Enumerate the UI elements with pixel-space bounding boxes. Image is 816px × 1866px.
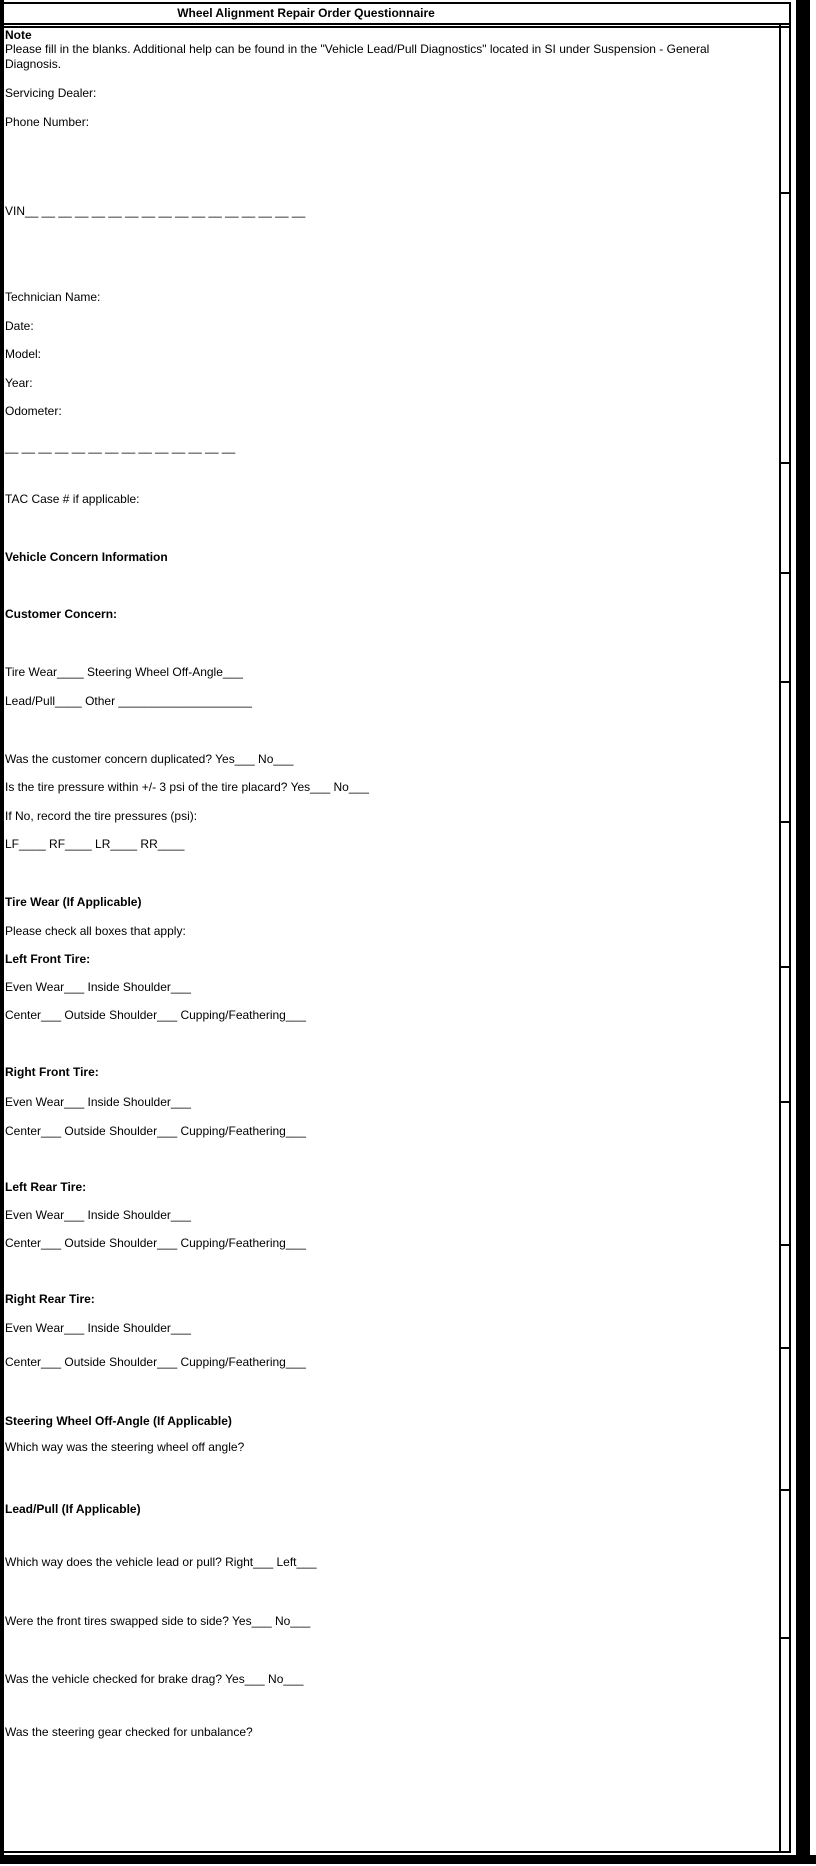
section-header-vehicle-concern: Vehicle Concern Information <box>5 550 168 564</box>
subheader-right-rear-tire: Right Rear Tire: <box>5 1292 95 1306</box>
field-phone-number: Phone Number: <box>5 115 90 129</box>
question-steering-off-angle: Which way was the steering wheel off angle? <box>5 1440 245 1454</box>
field-year: Year: <box>5 376 33 390</box>
section-divider-tick <box>779 1347 791 1349</box>
question-steering-gear-unbalance: Was the steering gear checked for unbalance? <box>5 1725 253 1739</box>
question-brake-drag: Was the vehicle checked for brake drag? Yes___ No___ <box>5 1672 304 1686</box>
field-servicing-dealer: Servicing Dealer: <box>5 86 97 100</box>
odometer-blank-line: __ __ __ __ __ __ __ __ __ __ __ __ __ __ <box>5 440 236 454</box>
section-divider-tick <box>779 1244 791 1246</box>
left-border-bar <box>0 0 4 1855</box>
note-text-line2: Diagnosis. <box>5 57 62 71</box>
left-front-center-line: Center___ Outside Shoulder___ Cupping/Feathering___ <box>5 1008 306 1022</box>
gutter-right-border <box>789 2 791 1853</box>
right-rear-center-line: Center___ Outside Shoulder___ Cupping/Feathering___ <box>5 1355 306 1369</box>
field-vin: VIN__ __ __ __ __ __ __ __ __ __ __ __ __ __ __ __ __ <box>5 204 306 218</box>
field-date: Date: <box>5 319 34 333</box>
question-lead-pull-direction: Which way does the vehicle lead or pull? Right___ Left___ <box>5 1555 317 1569</box>
section-divider-tick <box>779 821 791 823</box>
section-divider-tick <box>779 192 791 194</box>
section-header-lead-pull: Lead/Pull (If Applicable) <box>5 1502 141 1516</box>
note-text-line1: Please fill in the blanks. Additional help can be found in the "Vehicle Lead/Pull Diagnostics" located in SI under Suspension - General <box>5 42 710 56</box>
field-model: Model: <box>5 347 42 361</box>
concern-lead-pull-line: Lead/Pull____ Other ____________________ <box>5 694 252 708</box>
note-heading: Note <box>5 28 32 42</box>
content-bottom-border <box>0 1851 791 1853</box>
question-tires-swapped: Were the front tires swapped side to side? Yes___ No___ <box>5 1614 311 1628</box>
field-technician-name: Technician Name: <box>5 290 101 304</box>
instruction-record-pressures: If No, record the tire pressures (psi): <box>5 809 198 823</box>
subheader-left-front-tire: Left Front Tire: <box>5 952 91 966</box>
field-odometer: Odometer: <box>5 404 62 418</box>
section-header-customer-concern: Customer Concern: <box>5 607 118 621</box>
concern-tire-wear-line: Tire Wear____ Steering Wheel Off-Angle___ <box>5 665 243 679</box>
content-right-border <box>779 2 781 1853</box>
section-divider-tick <box>779 1637 791 1639</box>
question-tire-pressure: Is the tire pressure within +/- 3 psi of the tire placard? Yes___ No___ <box>5 780 369 794</box>
section-divider-tick <box>779 462 791 464</box>
question-concern-duplicated: Was the customer concern duplicated? Yes___ No___ <box>5 752 294 766</box>
left-rear-center-line: Center___ Outside Shoulder___ Cupping/Feathering___ <box>5 1236 306 1250</box>
bottom-scan-edge-bar <box>0 1855 816 1864</box>
page-title: Wheel Alignment Repair Order Questionnaire <box>177 6 435 20</box>
title-bar <box>2 2 791 25</box>
section-divider-tick <box>779 681 791 683</box>
subheader-right-front-tire: Right Front Tire: <box>5 1065 99 1079</box>
section-divider-tick <box>779 1101 791 1103</box>
section-header-tire-wear: Tire Wear (If Applicable) <box>5 895 142 909</box>
left-rear-even-wear-line: Even Wear___ Inside Shoulder___ <box>5 1208 191 1222</box>
section-divider-tick <box>779 966 791 968</box>
pressure-blank-line: LF____ RF____ LR____ RR____ <box>5 837 185 851</box>
right-front-center-line: Center___ Outside Shoulder___ Cupping/Feathering___ <box>5 1124 306 1138</box>
right-rear-even-wear-line: Even Wear___ Inside Shoulder___ <box>5 1321 191 1335</box>
content-top-border <box>0 26 791 28</box>
instruction-check-boxes: Please check all boxes that apply: <box>5 924 186 938</box>
section-header-steering-off-angle: Steering Wheel Off-Angle (If Applicable) <box>5 1414 232 1428</box>
left-front-even-wear-line: Even Wear___ Inside Shoulder___ <box>5 980 191 994</box>
right-front-even-wear-line: Even Wear___ Inside Shoulder___ <box>5 1095 191 1109</box>
section-divider-tick <box>779 1489 791 1491</box>
field-tac-case: TAC Case # if applicable: <box>5 492 140 506</box>
right-scan-edge-bar <box>796 0 810 1864</box>
subheader-left-rear-tire: Left Rear Tire: <box>5 1180 87 1194</box>
section-divider-tick <box>779 572 791 574</box>
